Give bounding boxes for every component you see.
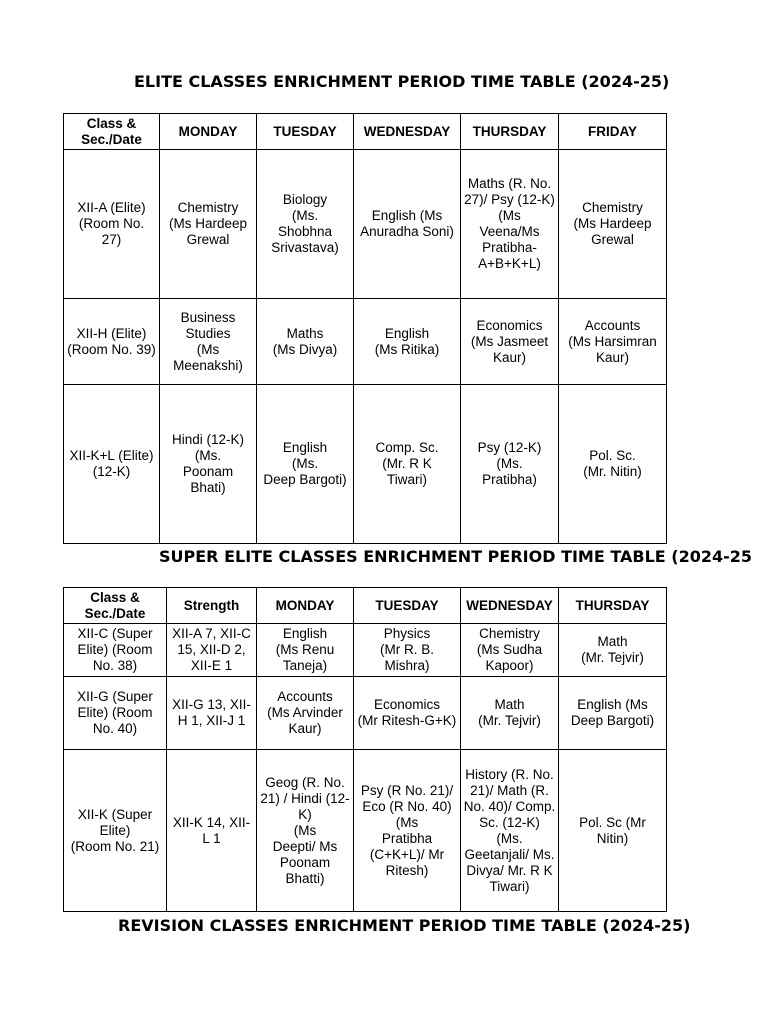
table-cell: History (R. No. 21)/ Math (R. No. 40)/ Comp. Sc. (12-K) (Ms. Geetanjali/ Ms. Divya/ Mr. R K Tiwari)	[461, 750, 559, 912]
table-header-row	[64, 588, 667, 624]
elite-timetable-title: ELITE CLASSES ENRICHMENT PERIOD TIME TABLE (2024-25)	[134, 72, 670, 91]
header-thursday: THURSDAY	[461, 114, 559, 150]
table-cell: English (Ms Renu Taneja)	[257, 624, 354, 677]
table-cell: Maths (Ms Divya)	[257, 299, 354, 385]
table-row	[64, 624, 667, 677]
table-row	[64, 299, 667, 385]
table-cell: Math (Mr. Tejvir)	[461, 677, 559, 750]
table-cell: Pol. Sc. (Mr. Nitin)	[559, 385, 667, 544]
table-cell: Math (Mr. Tejvir)	[559, 624, 667, 677]
header-monday: MONDAY	[160, 114, 257, 150]
header-class-date: Class & Sec./Date	[64, 114, 160, 150]
table-cell: Business Studies (Ms Meenakshi)	[160, 299, 257, 385]
table-cell: Economics (Mr Ritesh-G+K)	[354, 677, 461, 750]
table-cell: Chemistry (Ms Hardeep Grewal	[559, 150, 667, 299]
table-row	[64, 385, 667, 544]
table-cell: Comp. Sc. (Mr. R K Tiwari)	[354, 385, 461, 544]
table-cell: Psy (R No. 21)/ Eco (R No. 40) (Ms Pratibha (C+K+L)/ Mr Ritesh)	[354, 750, 461, 912]
table-cell: XII-A (Elite) (Room No. 27)	[64, 150, 160, 299]
table-cell: Chemistry (Ms Hardeep Grewal	[160, 150, 257, 299]
header-tuesday: TUESDAY	[354, 588, 461, 624]
revision-timetable-title: REVISION CLASSES ENRICHMENT PERIOD TIME TABLE (2024-25)	[118, 916, 691, 935]
header-monday: MONDAY	[257, 588, 354, 624]
table-cell: Psy (12-K) (Ms. Pratibha)	[461, 385, 559, 544]
table-row	[64, 750, 667, 912]
table-cell: XII-G 13, XII- H 1, XII-J 1	[167, 677, 257, 750]
super-elite-timetable-title: SUPER ELITE CLASSES ENRICHMENT PERIOD TIME TABLE (2024-25	[159, 547, 753, 566]
table-cell: XII-G (Super Elite) (Room No. 40)	[64, 677, 167, 750]
header-friday: FRIDAY	[559, 114, 667, 150]
table-cell: Economics (Ms Jasmeet Kaur)	[461, 299, 559, 385]
header-strength: Strength	[167, 588, 257, 624]
table-row	[64, 150, 667, 299]
table-cell: English (Ms Deep Bargoti)	[559, 677, 667, 750]
table-cell: Accounts (Ms Harsimran Kaur)	[559, 299, 667, 385]
elite-timetable	[63, 113, 667, 544]
table-header-row	[64, 114, 667, 150]
table-cell: XII-C (Super Elite) (Room No. 38)	[64, 624, 167, 677]
table-cell: Geog (R. No. 21) / Hindi (12- K) (Ms Deepti/ Ms Poonam Bhatti)	[257, 750, 354, 912]
table-cell: Biology (Ms. Shobhna Srivastava)	[257, 150, 354, 299]
table-cell: XII-K 14, XII- L 1	[167, 750, 257, 912]
table-cell: English (Ms Ritika)	[354, 299, 461, 385]
header-wednesday: WEDNESDAY	[461, 588, 559, 624]
table-cell: Pol. Sc (Mr Nitin)	[559, 750, 667, 912]
header-thursday: THURSDAY	[559, 588, 667, 624]
table-cell: XII-H (Elite) (Room No. 39)	[64, 299, 160, 385]
header-tuesday: TUESDAY	[257, 114, 354, 150]
table-cell: Chemistry (Ms Sudha Kapoor)	[461, 624, 559, 677]
table-cell: Hindi (12-K) (Ms. Poonam Bhati)	[160, 385, 257, 544]
table-cell: Physics (Mr R. B. Mishra)	[354, 624, 461, 677]
table-cell: English (Ms. Deep Bargoti)	[257, 385, 354, 544]
table-cell: Maths (R. No. 27)/ Psy (12-K) (Ms Veena/Ms Pratibha- A+B+K+L)	[461, 150, 559, 299]
super-elite-timetable	[63, 587, 667, 912]
table-cell: XII-A 7, XII-C 15, XII-D 2, XII-E 1	[167, 624, 257, 677]
table-cell: Accounts (Ms Arvinder Kaur)	[257, 677, 354, 750]
table-cell: XII-K+L (Elite) (12-K)	[64, 385, 160, 544]
table-cell: English (Ms Anuradha Soni)	[354, 150, 461, 299]
header-class-date: Class & Sec./Date	[64, 588, 167, 624]
table-row	[64, 677, 667, 750]
table-cell: XII-K (Super Elite) (Room No. 21)	[64, 750, 167, 912]
header-wednesday: WEDNESDAY	[354, 114, 461, 150]
